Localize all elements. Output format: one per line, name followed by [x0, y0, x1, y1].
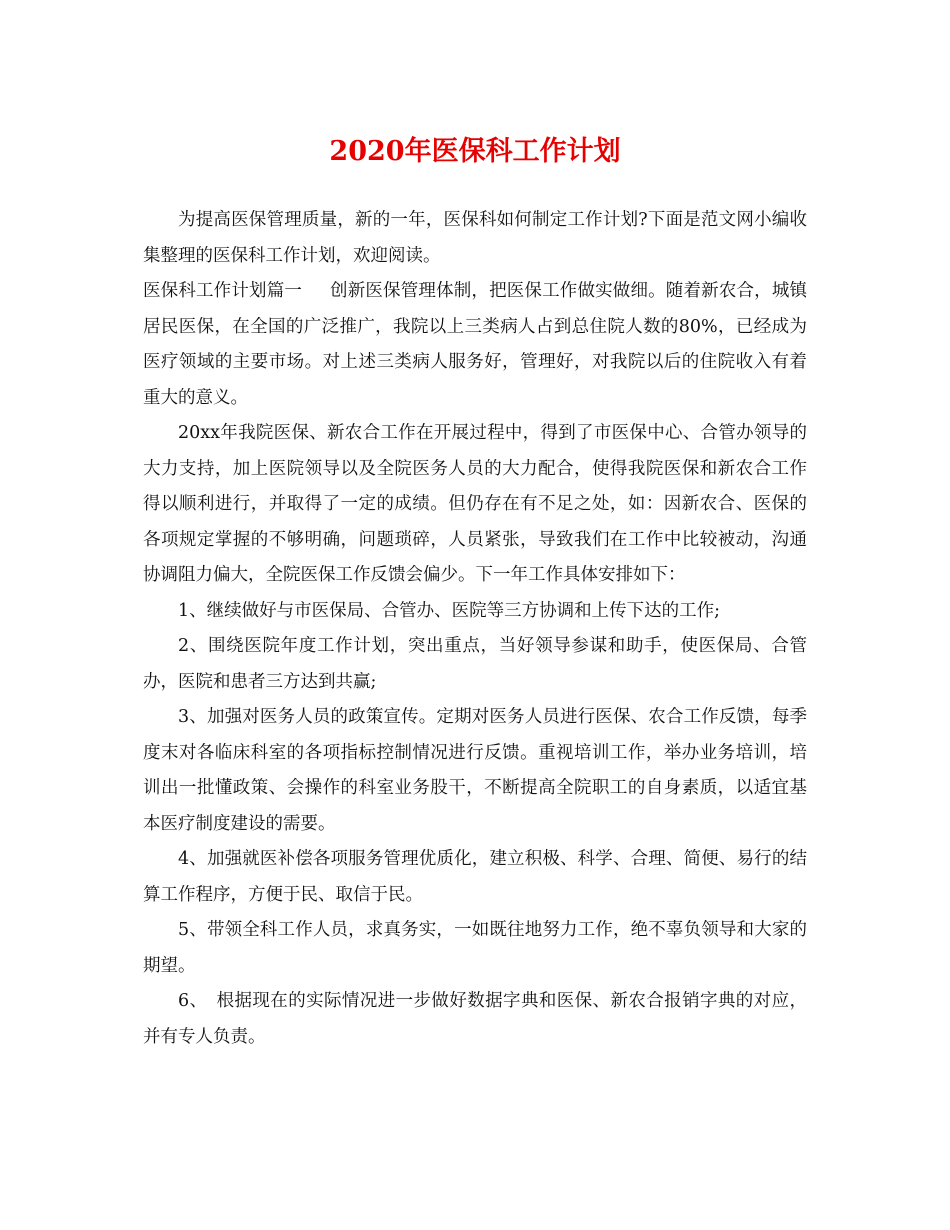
- list-item-6: 6、 根据现在的实际情况进一步做好数据字典和医保、新农合报销字典的对应，并有专人负责。: [143, 991, 807, 1047]
- body-paragraph-1: 20xx年我院医保、新农合工作在开展过程中，得到了市医保中心、合管办领导的大力支持，加上医院领导以及全院医务人员的大力配合，使得我院医保和新农合工作得以顺利进行，并取得了一定的成绩。但仍存在有不足之处，如：因新农合、医保的各项规定掌握的不够明确，问题琐碎，人员紧张，导致我们在工作中比较被动，沟通协调阻力偏大，全院医保工作反馈会偏少。下一年工作具体安排如下：: [143, 423, 807, 585]
- section-first-paragraph: 创新医保管理体制，把医保工作做实做细。随着新农合，城镇居民医保，在全国的广泛推广，我院以上三类病人占到总住院人数的80%，已经成为医疗领域的主要市场。对上述三类病人服务好，管理好，对我院以后的住院收入有着重大的意义。: [143, 281, 808, 408]
- list-item-1: 1、继续做好与市医保局、合管办、医院等三方协调和上传下达的工作;: [178, 600, 721, 621]
- section-heading: 医保科工作计划篇一: [143, 281, 303, 301]
- document-title: 2020年医保科工作计划: [329, 136, 621, 167]
- document-body: [143, 203, 807, 1055]
- section-paragraph: [143, 274, 807, 416]
- list-item-5: 5、带领全科工作人员，求真务实，一如既往地努力工作，绝不辜负领导和大家的期望。: [143, 920, 807, 976]
- list-item-2: 2、围绕医院年度工作计划，突出重点，当好领导参谋和助手，使医保局、合管办，医院和患者三方达到共赢;: [143, 636, 807, 692]
- list-item-3: 3、加强对医务人员的政策宣传。定期对医务人员进行医保、农合工作反馈，每季度末对各临床科室的各项指标控制情况进行反馈。重视培训工作，举办业务培训，培训出一批懂政策、会操作的科室业务股干，不断提高全院职工的自身素质，以适宜基本医疗制度建设的需要。: [143, 707, 807, 834]
- intro-paragraph: 为提高医保管理质量，新的一年，医保科如何制定工作计划?下面是范文网小编收集整理的医保科工作计划，欢迎阅读。: [143, 210, 807, 266]
- list-item-4: 4、加强就医补偿各项服务管理优质化，建立积极、科学、合理、简便、易行的结算工作程序，方便于民、取信于民。: [143, 849, 807, 905]
